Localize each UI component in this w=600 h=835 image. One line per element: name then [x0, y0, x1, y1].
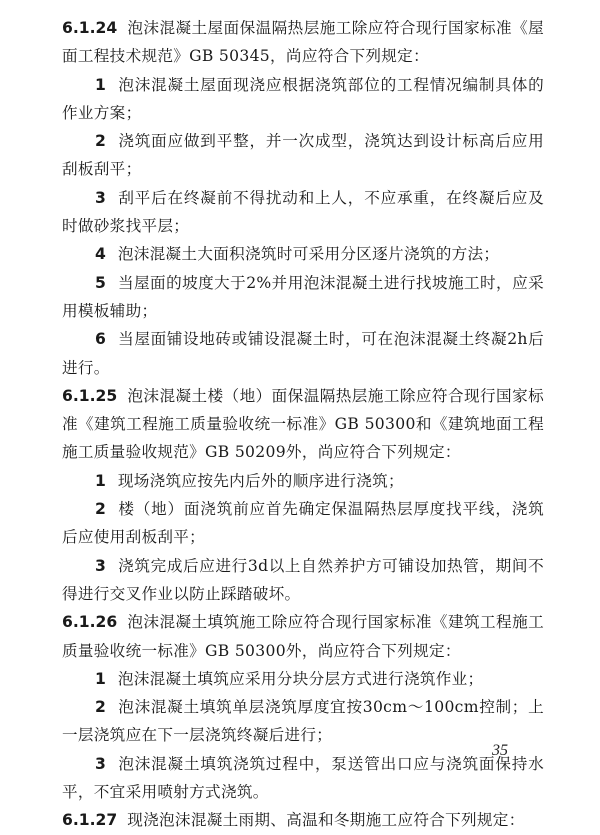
item-number: 4	[95, 245, 106, 264]
list-item	[62, 665, 544, 693]
clause-text: 现浇泡沫混凝土雨期、高温和冬期施工应符合下列规定：	[127, 811, 525, 830]
item-text: 刮平后在终凝前不得扰动和上人，不应承重，在终凝后应及时做砂浆找平层；	[62, 188, 544, 236]
clause-6-1-25	[62, 382, 544, 467]
page-number: 35	[492, 742, 508, 759]
item-number: 3	[95, 754, 106, 773]
item-number: 1	[95, 75, 106, 94]
list-item	[62, 240, 544, 268]
list-item	[62, 495, 544, 552]
clause-number: 6.1.24	[62, 19, 118, 37]
item-number: 6	[95, 330, 106, 349]
list-item	[62, 184, 544, 241]
item-number: 1	[95, 669, 106, 688]
list-item	[62, 127, 544, 184]
clause-number: 6.1.27	[62, 811, 118, 830]
item-text: 当屋面的坡度大于2%并用泡沫混凝土进行找坡施工时，应采用模板辅助；	[62, 273, 544, 320]
item-text: 当屋面铺设地砖或铺设混凝土时，可在泡沫混凝土终凝2h后进行。	[62, 330, 544, 377]
item-number: 3	[95, 188, 106, 207]
item-text: 泡沫混凝土大面积浇筑时可采用分区逐片浇筑的方法；	[117, 245, 500, 264]
clause-6-1-24	[62, 14, 544, 71]
item-text: 浇筑完成后应进行3d以上自然养护方可铺设加热管，期间不得进行交叉作业以防止踩踏破坏。	[62, 556, 544, 603]
item-number: 2	[95, 500, 106, 519]
clause-number: 6.1.25	[62, 386, 118, 405]
list-item	[62, 750, 544, 807]
item-text: 现场浇筑应按先内后外的顺序进行浇筑；	[117, 471, 404, 490]
item-text: 泡沫混凝土填筑浇筑过程中，泵送管出口应与浇筑面保持水平，不宜采用喷射方式浇筑。	[62, 754, 544, 802]
clause-number: 6.1.26	[62, 613, 118, 632]
item-number: 2	[95, 698, 106, 717]
clause-6-1-26	[62, 608, 544, 665]
item-text: 泡沫混凝土屋面现浇应根据浇筑部位的工程情况编制具体的作业方案；	[62, 75, 544, 122]
item-number: 2	[95, 132, 106, 151]
item-text: 浇筑面应做到平整，并一次成型，浇筑达到设计标高后应用刮板刮平；	[62, 132, 544, 179]
list-item	[62, 552, 544, 609]
item-text: 泡沫混凝土填筑应采用分块分层方式进行浇筑作业；	[117, 669, 484, 688]
item-text: 楼（地）面浇筑前应首先确定保温隔热层厚度找平线，浇筑后应使用刮板刮平；	[62, 500, 544, 547]
item-number: 1	[95, 471, 106, 490]
list-item	[62, 325, 544, 382]
list-item	[62, 269, 544, 326]
clause-6-1-27	[62, 806, 544, 834]
list-item	[62, 467, 544, 495]
list-item	[62, 71, 544, 128]
item-number: 5	[95, 273, 106, 292]
item-text: 泡沫混凝土填筑单层浇筑厚度宜按30cm～100cm控制；上一层浇筑应在下一层浇筑终凝后进行；	[62, 698, 544, 745]
list-item	[62, 693, 544, 750]
clause-text: 泡沫混凝土楼（地）面保温隔热层施工除应符合现行国家标准《建筑工程施工质量验收统一标准》GB 50300和《建筑地面工程施工质量验收规范》GB 50209外，尚应符合下列规定：	[62, 386, 544, 462]
item-number: 3	[95, 556, 106, 575]
clause-text: 泡沫混凝土填筑施工除应符合现行国家标准《建筑工程施工质量验收统一标准》GB 50300外，尚应符合下列规定：	[62, 613, 544, 660]
clause-text: 泡沫混凝土屋面保温隔热层施工除应符合现行国家标准《屋面工程技术规范》GB 50345，尚应符合下列规定：	[62, 19, 544, 66]
